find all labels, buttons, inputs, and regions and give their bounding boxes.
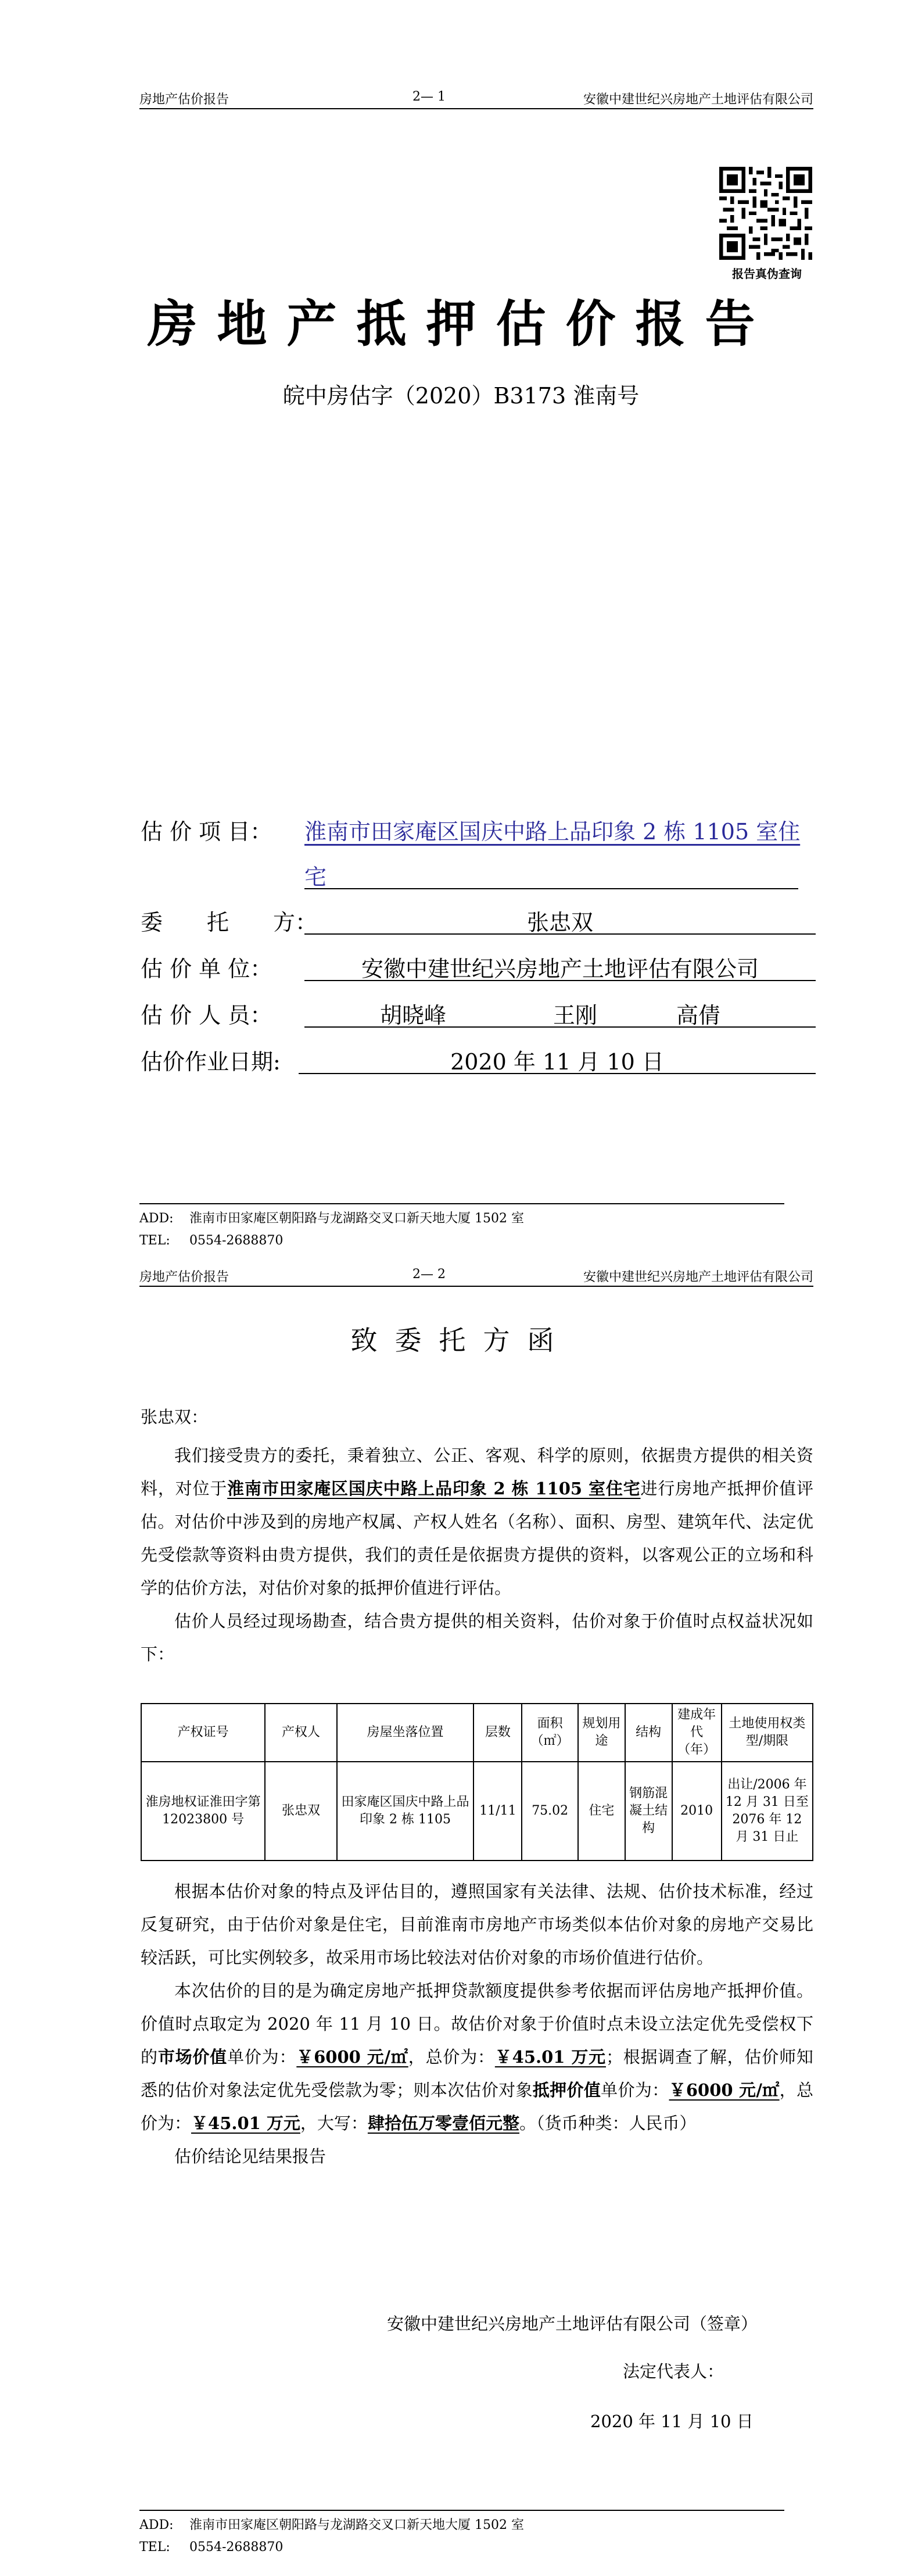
paragraph: 估价人员经过现场勘查，结合贵方提供的相关资料，估价对象于价值时点权益状况如下：: [141, 1611, 813, 1664]
field-date: [141, 1044, 815, 1076]
header-left: 房地产估价报告: [139, 92, 229, 107]
staff-member: 胡晓峰: [380, 1003, 447, 1028]
field-client-label: 委 托 方：: [141, 910, 318, 935]
field-project: 估 价 项 目： 淮南市田家庵区国庆中路上品印象 2 栋 1105 室住: [141, 814, 815, 846]
table-row: [141, 1762, 813, 1861]
table-header-row: [141, 1704, 813, 1762]
mortgage-value-label: 抵押价值: [532, 2080, 601, 2100]
qr-code-icon: [719, 167, 812, 260]
footer-address: 淮南市田家庵区朝阳路与龙湖路交叉口新天地大厦 1502 室: [189, 2518, 524, 2532]
field-client: [141, 904, 815, 937]
unit-price-mortgage: ￥6000 元/㎡: [669, 2080, 780, 2100]
field-project-label: 估 价 项 目：: [141, 819, 272, 845]
property-address: 淮南市田家庵区国庆中路上品印象 2 栋 1105 室住宅: [227, 1479, 641, 1498]
unit-price-market: ￥6000 元/㎡: [296, 2047, 408, 2067]
field-unit-label: 估 价 单 位：: [141, 956, 272, 982]
footer-tel: 0554-2688870: [189, 1233, 284, 1248]
field-unit-value: 安徽中建世纪兴房地产土地评估有限公司: [304, 951, 816, 981]
field-unit: [141, 951, 815, 983]
page-1: [0, 0, 922, 1265]
market-value-label: 市场价值: [157, 2047, 228, 2067]
footer-divider: [139, 1203, 784, 1204]
table-cell: 张忠双: [265, 1762, 336, 1861]
field-project-value-line2: 宅: [304, 859, 798, 889]
signature-company: 安徽中建世纪兴房地产土地评估有限公司（签章）: [387, 2314, 758, 2334]
table-header-cell: 面积（㎡）: [522, 1704, 578, 1762]
table-header-cell: 结构: [625, 1704, 672, 1762]
signature-date: 2020 年 11 月 10 日: [590, 2412, 754, 2431]
table-header-cell: 层数: [473, 1704, 522, 1762]
table-cell: 钢筋混凝土结构: [625, 1762, 672, 1861]
table-header-cell: 房屋坐落位置: [337, 1704, 474, 1762]
field-date-label: 估价作业日期:: [141, 1049, 281, 1075]
total-price-capitals: 肆拾伍万零壹佰元整: [367, 2113, 519, 2133]
letter-body-2: [141, 1875, 813, 2173]
field-staff-value: [304, 997, 816, 1028]
property-table: [141, 1703, 813, 1861]
footer-divider: [139, 2510, 784, 2511]
qr-caption: 报告真伪查询: [732, 267, 802, 281]
letter-body-1: [141, 1439, 813, 1671]
paragraph: 估价结论见结果报告: [174, 2146, 327, 2166]
field-staff-label: 估 价 人 员：: [141, 1003, 272, 1028]
table-cell: 75.02: [522, 1762, 578, 1861]
footer-address: 淮南市田家庵区朝阳路与龙湖路交叉口新天地大厦 1502 室: [189, 1211, 524, 1226]
letter-title: 致委托方函: [350, 1325, 572, 1356]
total-price-market: ￥45.01 万元: [494, 2047, 606, 2067]
table-cell: 11/11: [473, 1762, 522, 1861]
salutation: 张忠双：: [141, 1407, 209, 1427]
field-date-value: 2020 年 11 月 10 日: [299, 1044, 816, 1074]
page-2: [0, 1265, 922, 2576]
footer-add-label: ADD:: [139, 1211, 174, 1226]
field-staff: [141, 997, 815, 1030]
field-client-value: 张忠双: [304, 904, 816, 935]
field-project-cont: [141, 859, 815, 892]
table-cell: 淮房地权证淮田字第 12023800 号: [141, 1762, 265, 1861]
table-header-cell: 产权证号: [141, 1704, 265, 1762]
table-header-cell: 产权人: [265, 1704, 336, 1762]
header-page-number: 2— 2: [412, 1267, 446, 1282]
table-cell: 2010: [672, 1762, 722, 1861]
paragraph: 我们接受贵方的委托，秉着独立、公正、客观、科学的原则，依据贵方提供的相关资料，对位于淮南市田家庵区国庆中路上品印象 2 栋 1105 室住宅进行房地产抵押价值评估。对估价中涉及到的房地产权属、产权人姓名（名称）、面积、房型、建筑年代、法定优先受偿款等资料由贵方提供，我们的责任是依据贵方提供的资料，以客观公正的立场和科学的估价方法，对估价对象的抵押价值进行评估。: [141, 1446, 813, 1598]
running-header: [139, 1265, 813, 1287]
paragraph: 根据本估价对象的特点及评估目的，遵照国家有关法律、法规、估价技术标准，经过反复研究，由于估价对象是住宅，目前淮南市房地产市场类似本估价对象的房地产交易比较活跃，可比实例较多，故采用市场比较法对估价对象的市场价值进行估价。: [141, 1881, 813, 1967]
header-right: 安徽中建世纪兴房地产土地评估有限公司: [583, 92, 813, 107]
header-page-number: 2— 1: [412, 90, 446, 104]
paragraph: 本次估价的目的是为确定房地产抵押贷款额度提供参考依据而评估房地产抵押价值。价值时点取定为 2020 年 11 月 10 日。故估价对象于价值时点未设立法定优先受偿权下的市场价值单价为：￥6000 元/㎡，总价为：￥45.01 万元；根据调查了解，估价师知悉的估价对象法定优先受偿款为零；则本次估价对象抵押价值单价为：￥6000 元/㎡，总价为：￥45.01 万元，大写：肆拾伍万零壹佰元整。（货币种类：人民币）: [141, 1981, 813, 2133]
running-header: [139, 87, 813, 109]
staff-member: 高倩: [676, 1003, 721, 1028]
table-header-cell: 规划用途: [578, 1704, 625, 1762]
table-cell: 住宅: [578, 1762, 625, 1861]
signature-representative: 法定代表人：: [623, 2362, 724, 2381]
footer: [139, 2514, 524, 2559]
footer-tel-label: TEL:: [139, 1233, 170, 1248]
report-title: 房地产抵押估价报告: [147, 295, 775, 353]
document-number: 皖中房估字（2020）B3173 淮南号: [282, 383, 640, 409]
total-price-mortgage: ￥45.01 万元: [191, 2113, 300, 2133]
header-left: 房地产估价报告: [139, 1270, 229, 1285]
table-cell: 田家庵区国庆中路上品印象 2 栋 1105: [337, 1762, 474, 1861]
footer: [139, 1208, 524, 1252]
table-cell: 出让/2006 年 12 月 31 日至 2076 年 12 月 31 日止: [722, 1762, 813, 1861]
header-right: 安徽中建世纪兴房地产土地评估有限公司: [583, 1270, 813, 1285]
footer-tel-label: TEL:: [139, 2540, 170, 2554]
footer-add-label: ADD:: [139, 2518, 174, 2532]
table-header-cell: 土地使用权类型/期限: [722, 1704, 813, 1762]
table-header-cell: 建成年代（年）: [672, 1704, 722, 1762]
staff-member: 王刚: [553, 1003, 598, 1028]
footer-tel: 0554-2688870: [189, 2540, 284, 2554]
